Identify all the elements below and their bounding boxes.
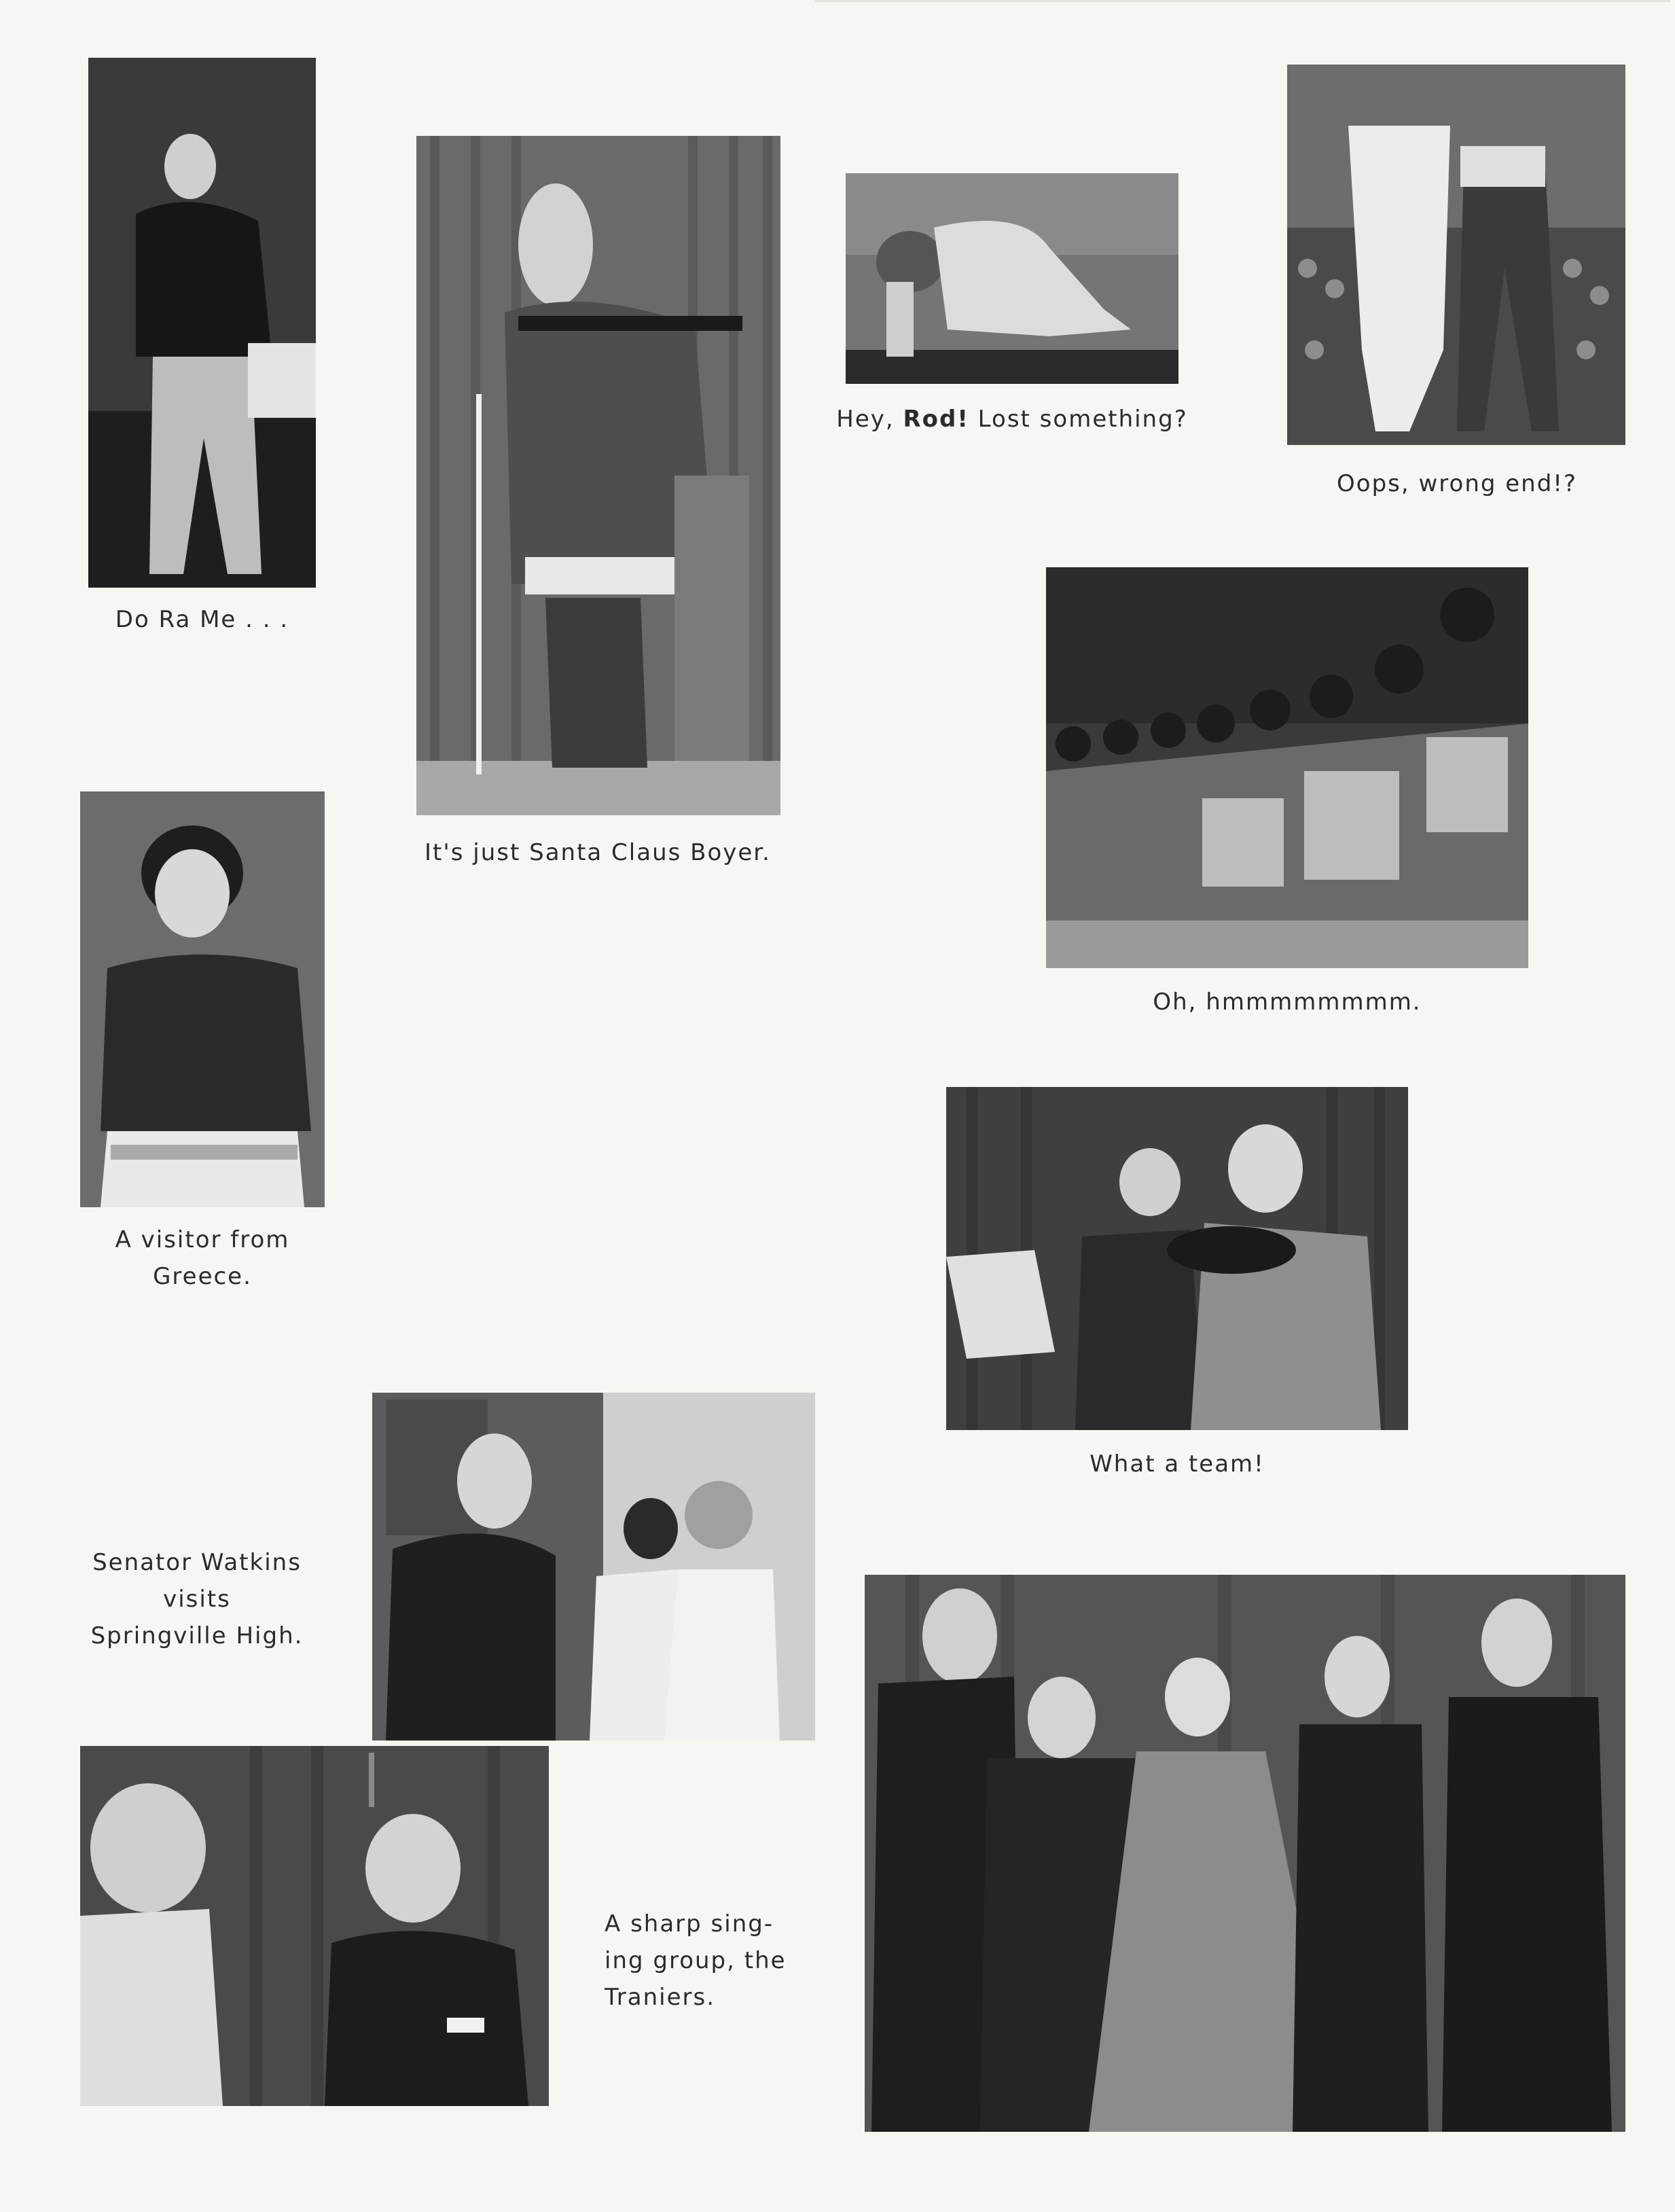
caption-senator: Senator Watkins visits Springville High. xyxy=(90,1549,304,1649)
top-edge-rule xyxy=(815,0,1671,2)
caption-do-ra-me: Do Ra Me . . . xyxy=(115,606,289,633)
caption-oh-hmmm: Oh, hmmmmmmmm. xyxy=(1153,988,1422,1016)
caption-santa: It's just Santa Claus Boyer. xyxy=(425,839,771,866)
photo-santa xyxy=(416,136,780,815)
photo-singing-group xyxy=(865,1575,1625,2132)
photo-rod xyxy=(846,173,1178,384)
photo-oops xyxy=(1287,65,1625,445)
caption-traniers: A sharp sing- ing group, the Traniers. xyxy=(605,1910,787,2011)
caption-team: What a team! xyxy=(1089,1450,1265,1478)
photo-team xyxy=(946,1087,1408,1430)
caption-oops: Oops, wrong end!? xyxy=(1337,470,1577,497)
photo-singer xyxy=(88,58,316,588)
photo-handshake xyxy=(80,1746,549,2106)
caption-rod: Hey, Rod! Lost something? xyxy=(836,406,1188,433)
photo-oh-hmmm xyxy=(1046,567,1528,968)
photo-visitor xyxy=(80,791,325,1207)
photo-senator xyxy=(372,1393,815,1741)
caption-visitor: A visitor from Greece. xyxy=(115,1226,290,1290)
